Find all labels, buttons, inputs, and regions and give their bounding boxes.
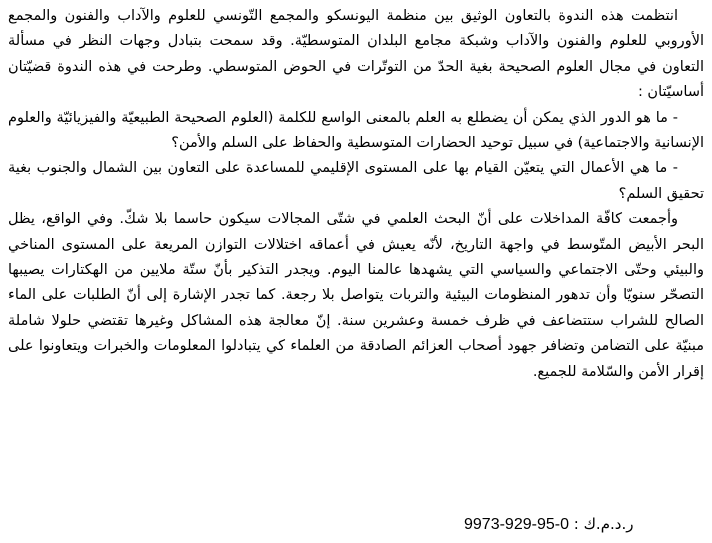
isbn-label: ر.د.م.ك : [573, 515, 634, 533]
conclusion-paragraph: وأجمعت كافّة المداخلات على أنّ البحث العلمي في شتّى المجالات سيكون حاسما بلا شكّ. وفي الواقع، يظل البحر الأبيض المتّوسط في واجهة التاريخ، لأنّه يعيش في أعماقه اختلالات التوازن المريعة على المستوى المناخي والبيئي وحتّى الاجتماعي والسياسي التي يشهدها عالمنا اليوم. ويجدر التذكير بأنّ ستّة ملايين من الهكتارات يصيبها التصحّر سنويّا وأن تدهور المنظومات البيئية والتربات يتواصل بلا رجعة. كما تجدر الإشارة إلى أنّ الطلبات على الماء الصالح للشراب ستتضاعف في ظرف خمسة وعشرين سنة. إنّ معالجة هذه المشاكل وغيرها تقتضي حلولا شاملة مبنيّة على التضامن وتضافر جهود أصحاب العزائم الصادقة من العلماء كي يتبادلوا المعلومات والخبرات ويتعاونوا على إقرار الأمن والسّلامة للجميع. [8, 211, 704, 380]
body-text [8, 4, 704, 385]
isbn-number: 9973-929-95-0 [464, 516, 569, 533]
isbn-line [464, 512, 633, 537]
intro-paragraph: انتظمت هذه الندوة بالتعاون الوثيق بين منظمة اليونسكو والمجمع التّونسي للعلوم والآداب والفنون والمجمع الأوروبي للعلوم والفنون والآداب وشبكة مجامع البلدان المتوسطيّة. وقد سمحت بتبادل وجهات النظر في مسألة التعاون في مجال العلوم الصحيحة بغية الحدّ من التوتّرات في الحوض المتوسطي. وطرحت في هذه الندوة قضيّتان أساسيّتان : [8, 8, 704, 101]
question-two-paragraph: - ما هي الأعمال التي يتعيّن القيام بها على المستوى الإقليمي للمساعدة على التعاون بين الشمال والجنوب بغية تحقيق السلم؟ [8, 160, 704, 202]
question-one-paragraph: - ما هو الدور الذي يمكن أن يضطلع به العلم بالمعنى الواسع للكلمة (العلوم الصحيحة الطبيعيّة والفيزيائيّة والعلوم الإنسانية والاجتماعية) في سبيل توحيد الحضارات المتوسطية والحفاظ على السلم والأمن؟ [8, 109, 704, 152]
